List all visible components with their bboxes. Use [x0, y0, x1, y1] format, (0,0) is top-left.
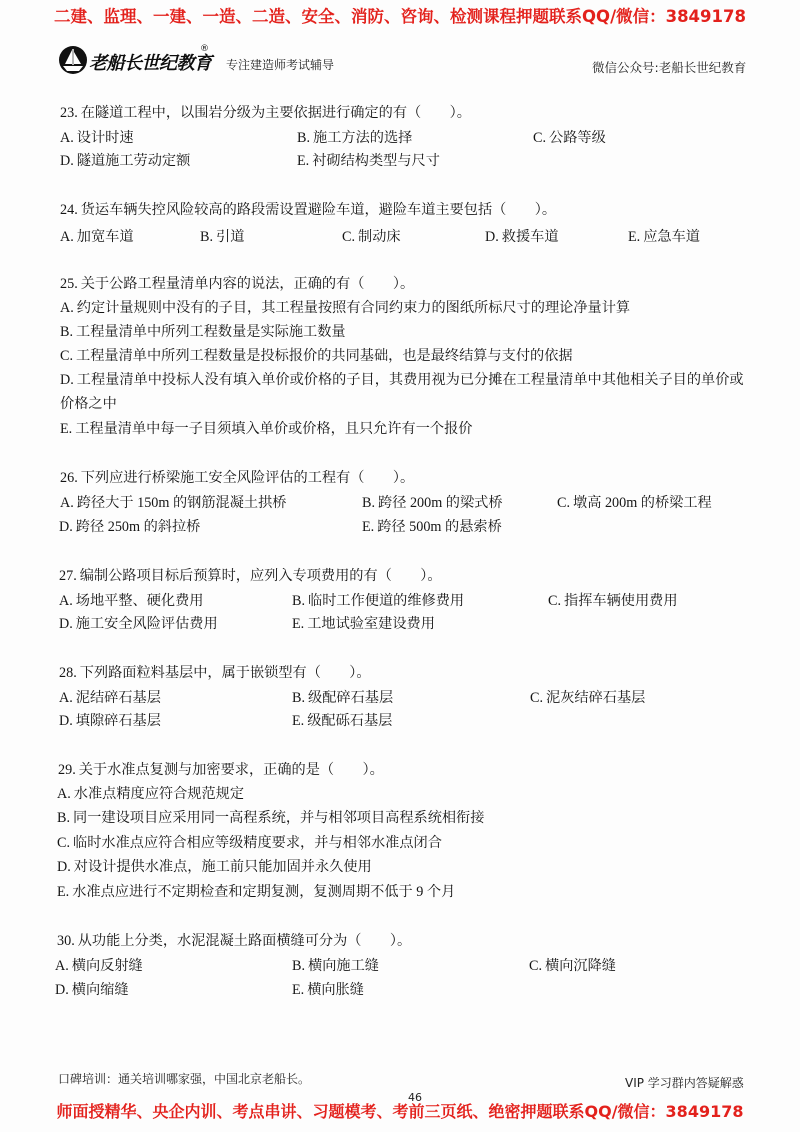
question-number: 30.: [57, 933, 75, 949]
option-text: 救援车道: [501, 229, 559, 245]
option-key: B.: [292, 593, 306, 609]
option-text: 指挥车辆使用费用: [564, 593, 678, 609]
question-number: 26.: [60, 470, 78, 486]
option-text: 设计时速: [76, 130, 134, 146]
question-24-option-b: [200, 228, 244, 246]
question-24-option-c: [342, 228, 401, 246]
option-text: 施工方法的选择: [313, 130, 413, 146]
question-30-option-d: [55, 981, 129, 999]
option-key: B.: [60, 324, 74, 340]
option-key: C.: [557, 495, 571, 511]
question-26-option-b: [362, 494, 503, 512]
option-key: D.: [59, 519, 73, 535]
question-text: 下列路面粒料基层中，属于嵌锁型有（ ）。: [79, 665, 371, 681]
option-text: 水准点精度应符合规范规定: [73, 786, 245, 802]
question-number: 28.: [59, 665, 77, 681]
option-key: E.: [292, 982, 305, 998]
question-29-option-d: [57, 858, 372, 876]
question-26-option-e: [362, 518, 502, 536]
question-26-stem: [60, 469, 414, 487]
option-key: A.: [60, 300, 74, 316]
option-key: A.: [55, 958, 69, 974]
option-key: D.: [55, 982, 69, 998]
question-30-option-e: [292, 981, 364, 999]
option-text: 工程量清单中每一子目须填入单价或价格，且只允许有一个报价: [75, 421, 473, 437]
option-key: A.: [57, 786, 71, 802]
question-23-stem: [60, 104, 471, 122]
option-text: 泥结碎石基层: [75, 690, 161, 706]
option-text: 水准点应进行不定期检查和定期复测，复测周期不低于 9 个月: [72, 884, 456, 900]
option-text: 工程量清单中所列工程数量是实际施工数量: [76, 324, 346, 340]
question-23-option-e: [297, 152, 440, 170]
question-number: 29.: [58, 762, 76, 778]
option-text: 工程量清单中投标人没有填入单价或价格的子目，其费用视为已分摊在工程量清单中其他相关子目的单价或价格之中: [60, 372, 744, 412]
question-26-option-c: [557, 494, 712, 512]
option-key: E.: [292, 713, 305, 729]
question-25-option-c: [60, 347, 573, 365]
question-27-option-d: [59, 615, 218, 633]
question-text: 关于公路工程量清单内容的说法，正确的有（ ）。: [80, 276, 415, 292]
option-text: 对设计提供水准点，施工前只能加固并永久使用: [73, 859, 372, 875]
brand-logo-text: 老船长世纪教育: [89, 53, 212, 74]
question-text: 编制公路项目标后预算时，应列入专项费用的有（ ）。: [79, 568, 442, 584]
option-key: D.: [60, 372, 74, 388]
option-key: D.: [59, 713, 73, 729]
question-number: 25.: [60, 276, 78, 292]
question-29-option-e: [57, 883, 455, 901]
bottom-promo-banner: 师面授精华、央企内训、考点串讲、习题模考、考前三页纸、绝密押题联系QQ/微信：3849178: [56, 1102, 744, 1121]
question-text: 货运车辆失控风险较高的路段需设置避险车道，避险车道主要包括（ ）。: [80, 202, 557, 218]
option-key: A.: [60, 229, 74, 245]
question-text: 从功能上分类，水泥混凝土路面横缝可分为（ ）。: [77, 933, 412, 949]
question-29-option-b: [57, 809, 484, 827]
header-slogan: 专注建造师考试辅导: [226, 58, 335, 72]
question-text: 在隧道工程中，以围岩分级为主要依据进行确定的有（ ）。: [80, 105, 471, 121]
question-29-option-c: [57, 834, 442, 852]
option-key: E.: [57, 884, 70, 900]
option-text: 墩高 200m 的桥梁工程: [573, 495, 712, 511]
option-key: B.: [57, 810, 71, 826]
question-29-option-a: [57, 785, 244, 803]
option-text: 加宽车道: [76, 229, 134, 245]
option-key: E.: [60, 421, 73, 437]
ship-logo-icon: [58, 44, 88, 76]
option-text: 跨径 500m 的悬索桥: [377, 519, 502, 535]
option-text: 场地平整、硬化费用: [75, 593, 204, 609]
option-key: B.: [200, 229, 214, 245]
question-27-stem: [59, 567, 442, 585]
question-28-option-c: [530, 689, 645, 707]
option-key: E.: [297, 153, 310, 169]
question-24-stem: [60, 201, 556, 219]
option-text: 同一建设项目应采用同一高程系统，并与相邻项目高程系统相衔接: [73, 810, 485, 826]
option-text: 工地试验室建设费用: [307, 616, 435, 632]
option-text: 横向胀缝: [307, 982, 364, 998]
question-27-option-b: [292, 592, 464, 610]
option-key: A.: [59, 593, 73, 609]
option-key: B.: [297, 130, 311, 146]
option-key: E.: [628, 229, 641, 245]
option-text: 跨径大于 150m 的钢筋混凝土拱桥: [76, 495, 287, 511]
option-key: D.: [485, 229, 499, 245]
option-key: D.: [59, 616, 73, 632]
option-key: C.: [57, 835, 71, 851]
question-25-option-e: [60, 420, 472, 438]
question-24-option-a: [60, 228, 134, 246]
question-number: 27.: [59, 568, 77, 584]
question-30-stem: [57, 932, 411, 950]
option-text: 泥灰结碎石基层: [546, 690, 646, 706]
option-key: A.: [60, 130, 74, 146]
footer-slogan: 口碑培训：通关培训哪家强，中国北京老船长。: [58, 1072, 311, 1086]
option-text: 临时水准点应符合相应等级精度要求，并与相邻水准点闭合: [73, 835, 442, 851]
option-text: 跨径 200m 的梁式桥: [378, 495, 503, 511]
question-28-option-e: [292, 712, 392, 730]
question-number: 24.: [60, 202, 78, 218]
option-key: E.: [292, 616, 305, 632]
question-27-option-e: [292, 615, 435, 633]
option-key: D.: [57, 859, 71, 875]
question-23-option-d: [60, 152, 190, 170]
question-23-option-b: [297, 129, 412, 147]
option-key: C.: [530, 690, 544, 706]
option-key: C.: [529, 958, 543, 974]
option-text: 横向反射缝: [71, 958, 143, 974]
question-29-stem: [58, 761, 384, 779]
option-key: C.: [533, 130, 547, 146]
question-30-option-c: [529, 957, 616, 975]
option-text: 公路等级: [549, 130, 606, 146]
option-text: 横向缩缝: [71, 982, 129, 998]
option-key: C.: [342, 229, 356, 245]
question-28-stem: [59, 664, 371, 682]
option-text: 级配碎石基层: [308, 690, 394, 706]
footer-vip-note: VIP 学习群内答疑解惑: [625, 1076, 744, 1090]
question-28-option-b: [292, 689, 393, 707]
option-text: 跨径 250m 的斜拉桥: [75, 519, 201, 535]
question-text: 下列应进行桥梁施工安全风险评估的工程有（ ）。: [80, 470, 415, 486]
question-25-option-d: [60, 368, 750, 416]
question-28-option-a: [59, 689, 161, 707]
wechat-account: 微信公众号:老船长世纪教育: [592, 60, 747, 75]
question-23-option-a: [60, 129, 134, 147]
option-text: 引道: [216, 229, 245, 245]
option-text: 级配砾石基层: [307, 713, 393, 729]
question-25-stem: [60, 275, 414, 293]
option-key: D.: [60, 153, 74, 169]
question-24-option-d: [485, 228, 559, 246]
question-23-option-c: [533, 129, 606, 147]
option-text: 制动床: [358, 229, 401, 245]
option-key: B.: [362, 495, 376, 511]
registered-mark: ®: [200, 44, 209, 54]
option-text: 填隙碎石基层: [75, 713, 161, 729]
question-30-option-a: [55, 957, 143, 975]
question-27-option-a: [59, 592, 204, 610]
top-promo-banner: 二建、监理、一建、一造、二造、安全、消防、咨询、检测课程押题联系QQ/微信：3849178: [54, 7, 746, 26]
option-text: 工程量清单中所列工程数量是投标报价的共同基础，也是最终结算与支付的依据: [76, 348, 573, 364]
option-text: 横向沉降缝: [545, 958, 616, 974]
question-24-option-e: [628, 228, 700, 246]
option-text: 约定计量规则中没有的子目，其工程量按照有合同约束力的图纸所标尺寸的理论净量计算: [76, 300, 631, 316]
question-27-option-c: [548, 592, 678, 610]
question-30-option-b: [292, 957, 379, 975]
option-text: 施工安全风险评估费用: [75, 616, 218, 632]
option-text: 隧道施工劳动定额: [76, 153, 191, 169]
option-key: A.: [60, 495, 74, 511]
option-text: 应急车道: [643, 229, 700, 245]
option-text: 临时工作便道的维修费用: [308, 593, 465, 609]
question-number: 23.: [60, 105, 78, 121]
option-key: E.: [362, 519, 375, 535]
option-text: 衬砌结构类型与尺寸: [312, 153, 440, 169]
option-key: C.: [60, 348, 74, 364]
page-number: 46: [408, 1091, 422, 1104]
question-25-option-b: [60, 323, 346, 341]
option-key: A.: [59, 690, 73, 706]
question-text: 关于水准点复测与加密要求，正确的是（ ）。: [78, 762, 384, 778]
question-26-option-d: [59, 518, 200, 536]
option-key: C.: [548, 593, 562, 609]
option-key: B.: [292, 690, 306, 706]
question-26-option-a: [60, 494, 286, 512]
option-key: B.: [292, 958, 306, 974]
question-25-option-a: [60, 299, 630, 317]
question-28-option-d: [59, 712, 161, 730]
option-text: 横向施工缝: [308, 958, 379, 974]
